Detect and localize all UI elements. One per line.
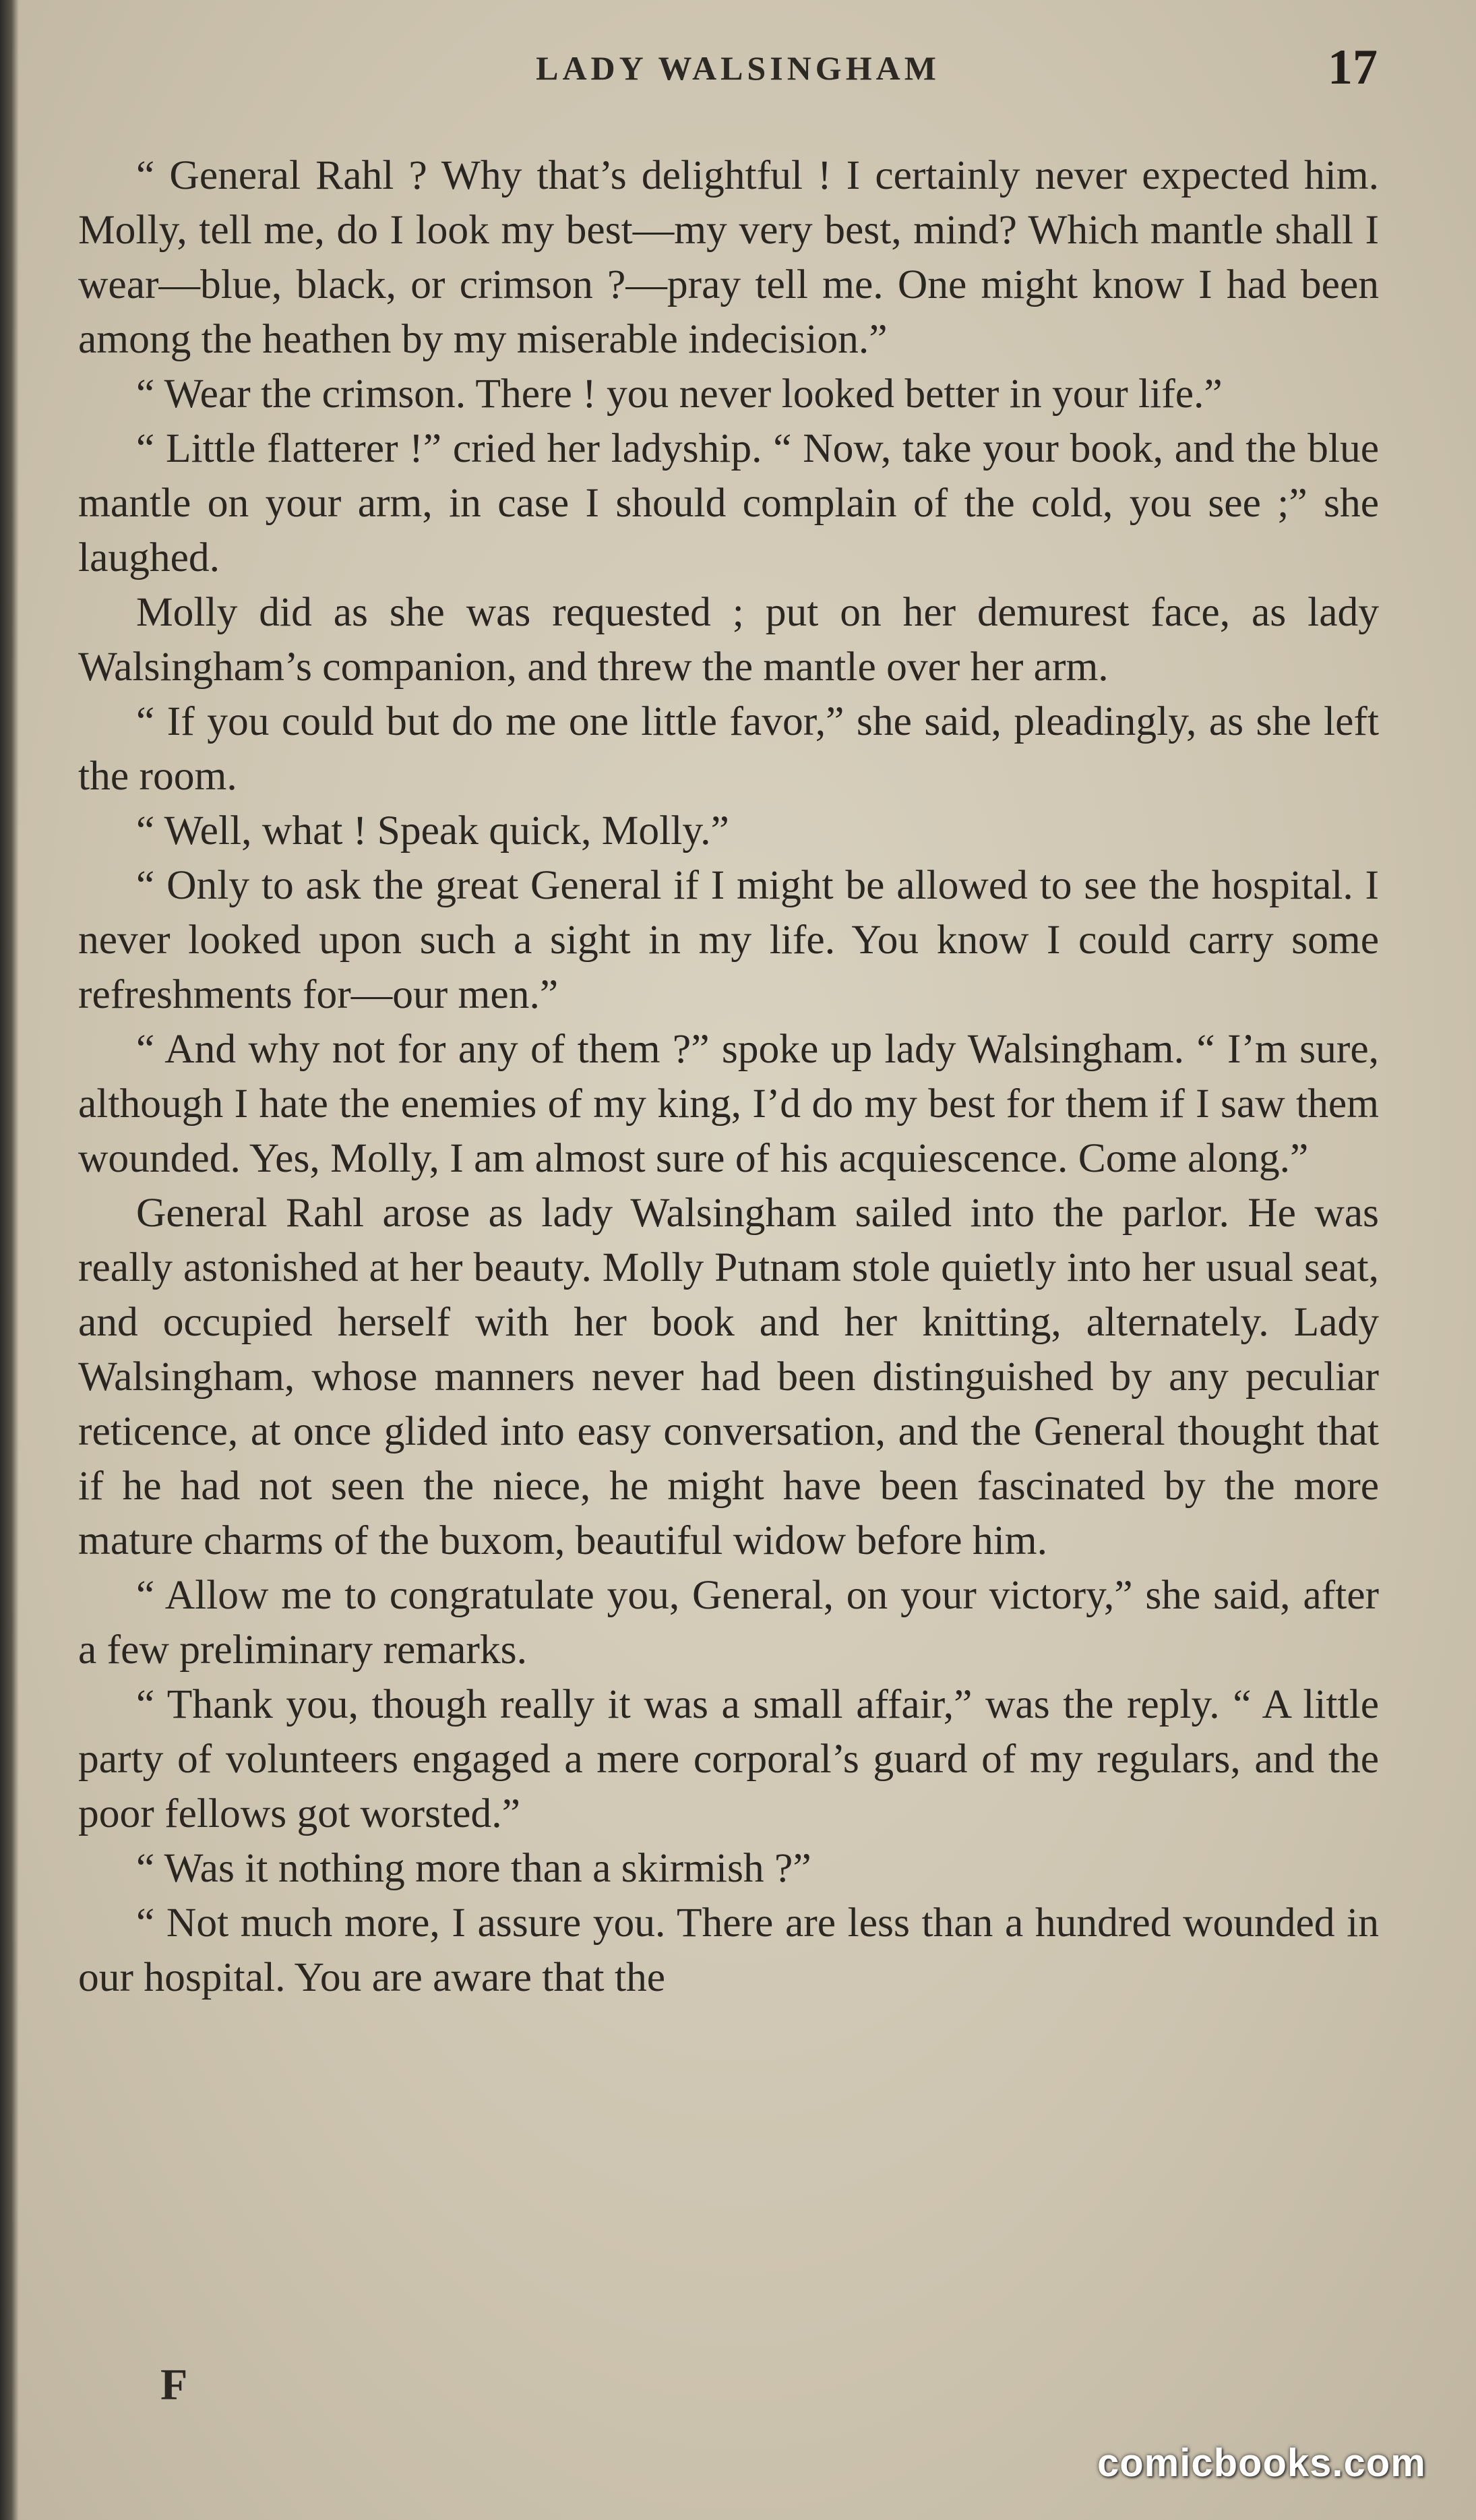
paragraph: “ And why not for any of them ?” spoke up lady Walsingham. “ I’m sure, although I hate the enemies of my king, I’d do my best for them if I saw them wounded. Yes, Molly, I am almost sure of his acquiescence. Come along.” bbox=[78, 1026, 1379, 1181]
running-title: LADY WALSINGHAM bbox=[536, 49, 940, 87]
paragraph: “ Thank you, though really it was a small affair,” was the reply. “ A little party of volunteers engaged a mere corporal’s guard of my regulars, and the poor fellows got worsted.” bbox=[78, 1681, 1379, 1836]
paragraph: “ Only to ask the great General if I might be allowed to see the hospital. I never looked upon such a sight in my life. You know I could carry some refreshments for—our men.” bbox=[78, 862, 1379, 1017]
signature-mark: F bbox=[160, 2360, 188, 2409]
paragraph: “ Wear the crimson. There ! you never looked better in your life.” bbox=[136, 371, 1223, 417]
paragraph: Molly did as she was requested ; put on her demurest face, as lady Walsingham’s companion, and threw the mantle over her arm. bbox=[78, 589, 1379, 690]
paragraph: General Rahl arose as lady Walsingham sailed into the parlor. He was really astonished at her beauty. Molly Putnam stole quietly into her usual seat, and occupied herself with her book and her knitting, alternately. Lady Walsingham, whose manners never had been distinguished by any peculiar reticence, at once glided into easy conversation, and the General thought that if he had not seen the niece, he might have been fascinated by the more mature charms of the buxom, beautiful widow before him. bbox=[78, 1190, 1379, 1563]
paragraph: “ Allow me to congratulate you, General, on your victory,” she said, after a few preliminary remarks. bbox=[78, 1572, 1379, 1673]
body-text bbox=[78, 148, 1379, 2005]
paragraph: “ If you could but do me one little favor,” she said, pleadingly, as she left the room. bbox=[78, 698, 1379, 799]
paragraph: “ Was it nothing more than a skirmish ?” bbox=[136, 1845, 811, 1891]
paragraph: “ Well, what ! Speak quick, Molly.” bbox=[136, 808, 729, 853]
page-number: 17 bbox=[1328, 40, 1378, 95]
page-binding-shadow bbox=[0, 0, 19, 2520]
paragraph: “ Not much more, I assure you. There are less than a hundred wounded in our hospital. You are aware that the bbox=[78, 1900, 1379, 2000]
watermark: comicbooks.com bbox=[1097, 2441, 1426, 2485]
paragraph: “ General Rahl ? Why that’s delightful ! I certainly never expected him. Molly, tell me, do I look my best—my very best, mind? Which mantle shall I wear—blue, black, or crimson ?—pray tell me. One might know I had been among the heathen by my miserable indecision.” bbox=[78, 152, 1379, 362]
paragraph: “ Little flatterer !” cried her ladyship. “ Now, take your book, and the blue mantle on your arm, in case I should complain of the cold, you see ;” she laughed. bbox=[78, 425, 1379, 580]
